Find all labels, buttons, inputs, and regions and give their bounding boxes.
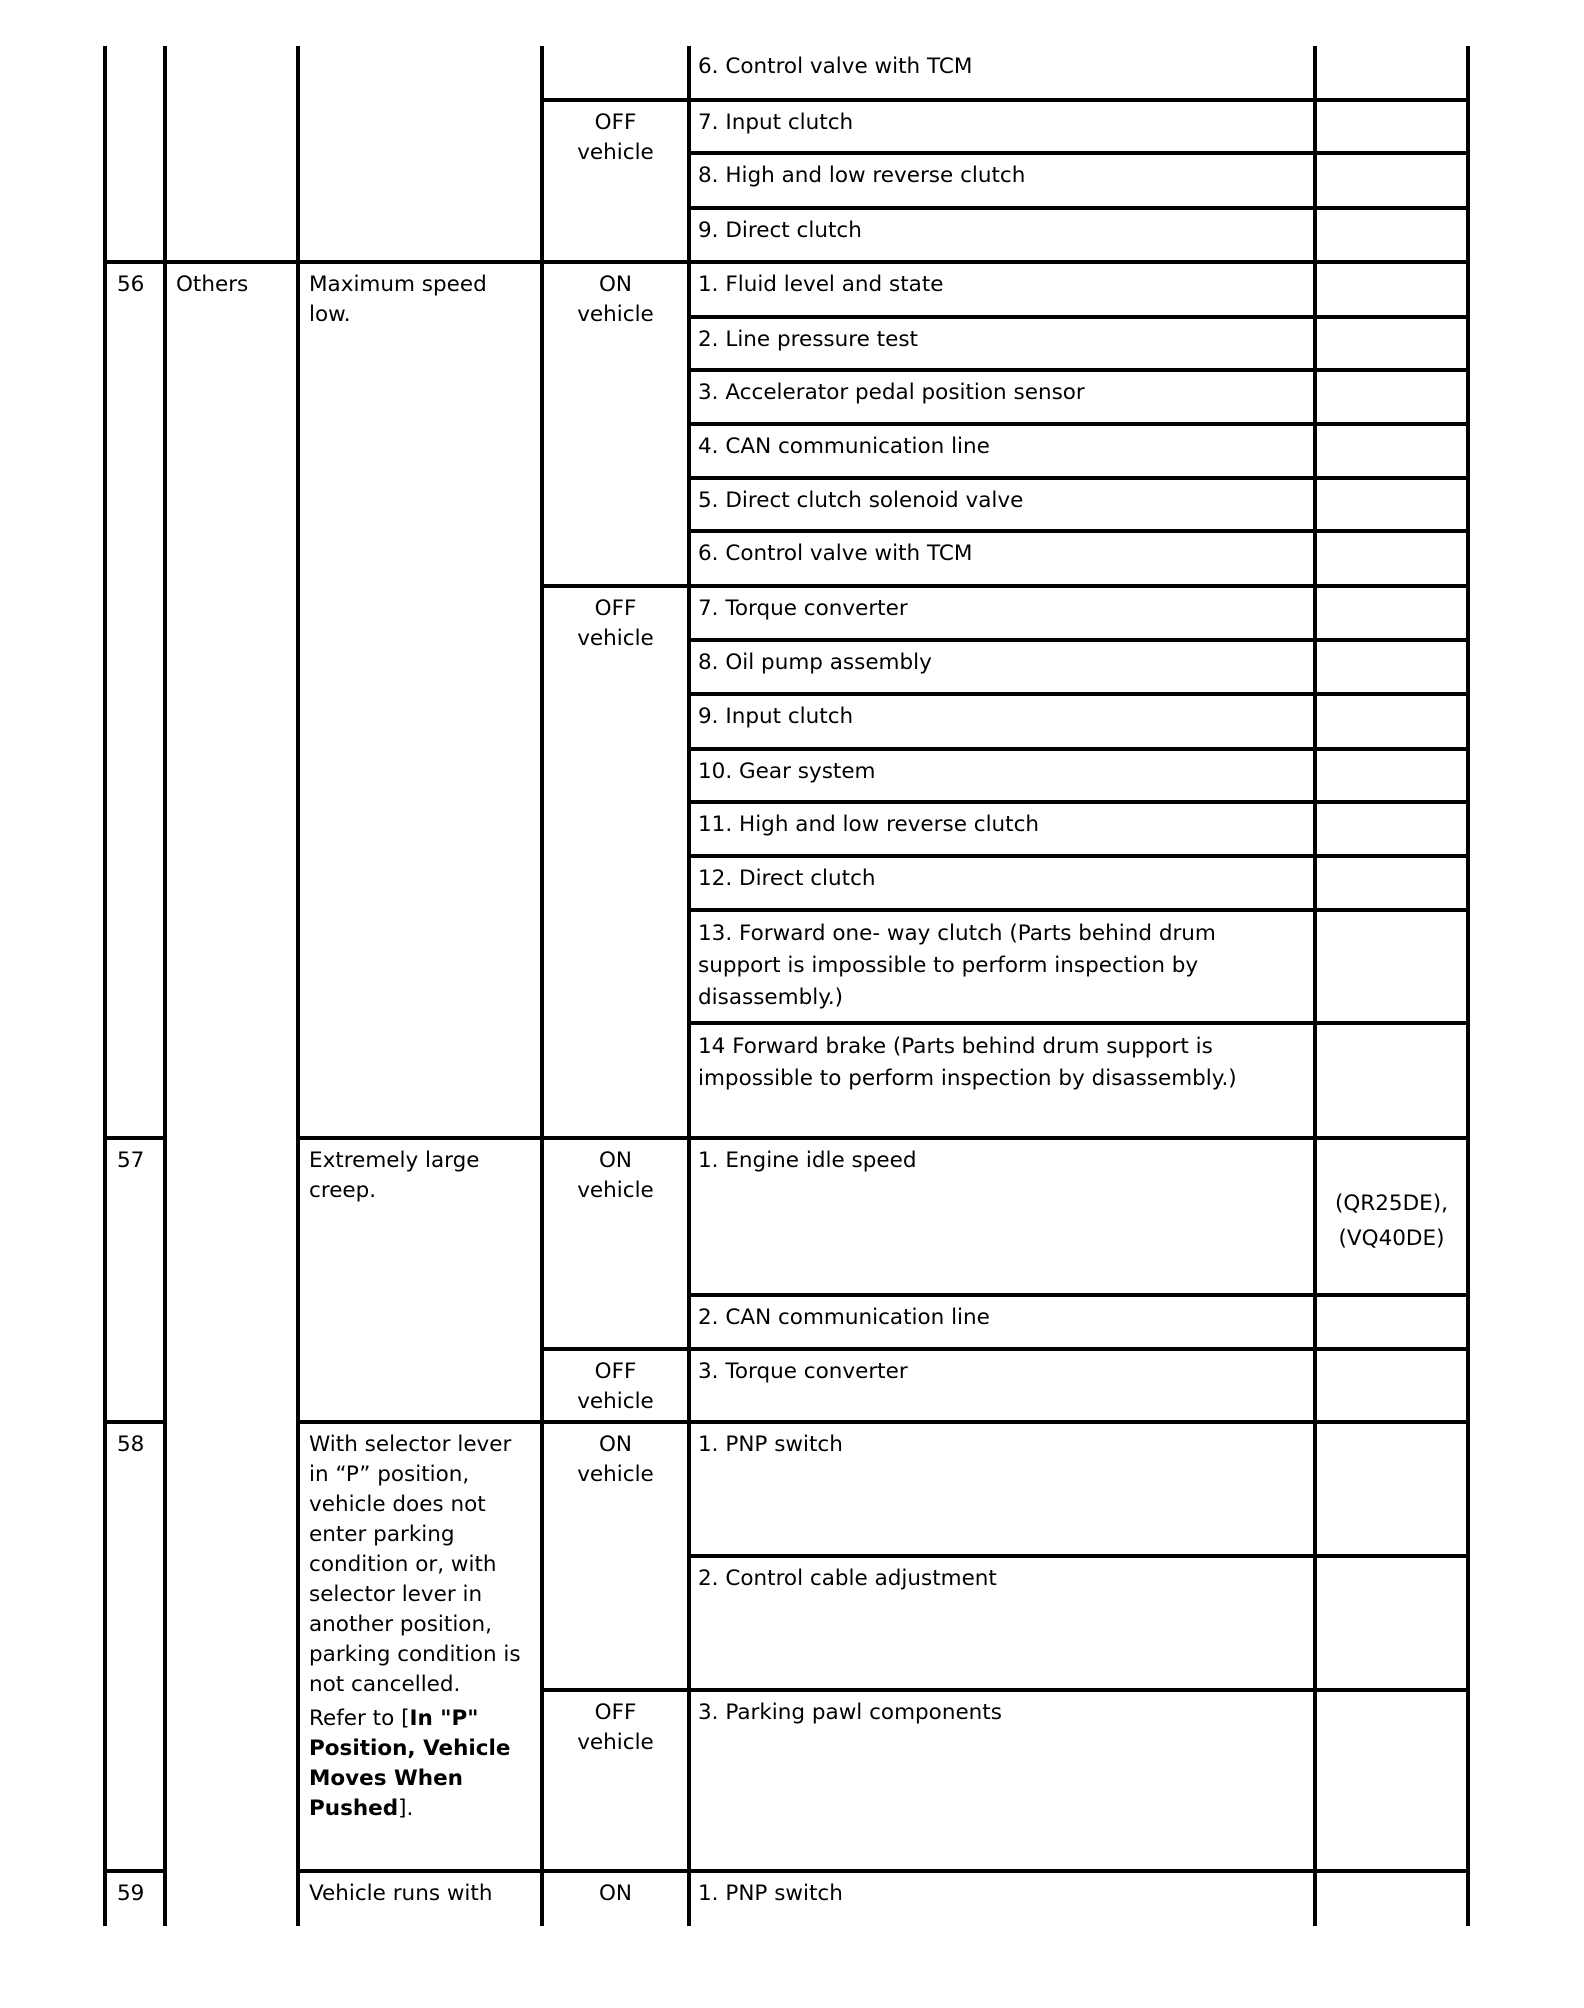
item-cell: 7. Torque converter xyxy=(698,596,908,621)
item-cell: 6. Control valve with TCM xyxy=(698,54,973,79)
off-vehicle-label xyxy=(544,1351,687,1423)
on-vehicle-label: ON xyxy=(598,1881,632,1906)
label-line: vehicle xyxy=(577,1389,654,1414)
item-cell: 7. Input clutch xyxy=(698,110,854,135)
on-vehicle-label xyxy=(544,1424,687,1496)
item-cell: 12. Direct clutch xyxy=(698,866,876,891)
item-cell: 1. Engine idle speed xyxy=(698,1148,917,1173)
item-cell: 10. Gear system xyxy=(698,759,876,784)
on-vehicle-label xyxy=(544,1140,687,1212)
symptom xyxy=(300,1424,540,1830)
reference-link[interactable]: (QR25DE), xyxy=(1335,1191,1448,1216)
label-line: OFF xyxy=(594,1700,637,1725)
item-cell: 2. CAN communication line xyxy=(698,1305,990,1330)
table-border xyxy=(1313,46,1317,1926)
item-cell: 2. Control cable adjustment xyxy=(698,1566,997,1591)
row-number: 56 xyxy=(117,272,145,297)
label-line: OFF xyxy=(594,1359,637,1384)
item-cell: 3. Accelerator pedal position sensor xyxy=(698,380,1085,405)
label-line: ON xyxy=(598,272,632,297)
category: Others xyxy=(176,272,249,297)
item-cell: 9. Input clutch xyxy=(698,704,854,729)
table-border xyxy=(163,46,167,1926)
label-line: vehicle xyxy=(577,140,654,165)
row-number: 57 xyxy=(117,1148,145,1173)
symptom: Vehicle runs with xyxy=(309,1881,493,1906)
label-line: OFF xyxy=(594,596,637,621)
item-cell: 4. CAN communication line xyxy=(698,434,990,459)
item-cell: 6. Control valve with TCM xyxy=(698,541,973,566)
off-vehicle-label xyxy=(544,1692,687,1764)
refer-text xyxy=(309,1704,536,1824)
label-line: vehicle xyxy=(577,1178,654,1203)
symptom: Maximum speed low. xyxy=(309,272,487,327)
item-cell: 13. Forward one- way clutch (Parts behind drum support is impossible to perform inspection by disassembly.) xyxy=(698,921,1216,1010)
item-cell: 3. Parking pawl components xyxy=(698,1700,1002,1725)
label-line: OFF xyxy=(594,110,637,135)
reference-link[interactable]: (VQ40DE) xyxy=(1338,1226,1445,1251)
refer-suffix: ]. xyxy=(398,1796,414,1821)
label-line: ON xyxy=(598,1432,632,1457)
refer-prefix: Refer to [ xyxy=(309,1706,410,1731)
item-cell: 14 Forward brake (Parts behind drum support is impossible to perform inspection by disassembly.) xyxy=(698,1034,1237,1091)
label-line: vehicle xyxy=(577,1462,654,1487)
label-line: vehicle xyxy=(577,626,654,651)
refer-link[interactable]: In "P" Position, Vehicle Moves When Pushed xyxy=(309,1706,511,1821)
table-border xyxy=(1466,46,1470,1926)
label-line: vehicle xyxy=(577,302,654,327)
label-line: vehicle xyxy=(577,1730,654,1755)
label-line: ON xyxy=(598,1148,632,1173)
item-cell: 1. PNP switch xyxy=(698,1881,843,1906)
table-border xyxy=(103,46,107,1926)
item-cell: 3. Torque converter xyxy=(698,1359,908,1384)
item-cell: 1. PNP switch xyxy=(698,1432,843,1457)
off-vehicle-label xyxy=(544,588,687,660)
symptom-text: With selector lever in “P” position, vehicle does not enter parking condition or, with selector lever in another position, parking condition is not cancelled. xyxy=(309,1432,521,1697)
row-number: 58 xyxy=(117,1432,145,1457)
off-vehicle-label xyxy=(544,102,687,174)
item-cell: 8. High and low reverse clutch xyxy=(698,163,1026,188)
reference-cell xyxy=(1317,1180,1466,1262)
item-cell: 8. Oil pump assembly xyxy=(698,650,932,675)
item-cell: 1. Fluid level and state xyxy=(698,272,944,297)
item-cell: 5. Direct clutch solenoid valve xyxy=(698,488,1024,513)
symptom: Extremely large creep. xyxy=(309,1148,480,1203)
item-cell: 11. High and low reverse clutch xyxy=(698,812,1040,837)
item-cell: 9. Direct clutch xyxy=(698,218,862,243)
on-vehicle-label xyxy=(544,264,687,336)
row-number: 59 xyxy=(117,1881,145,1906)
item-cell: 2. Line pressure test xyxy=(698,327,918,352)
